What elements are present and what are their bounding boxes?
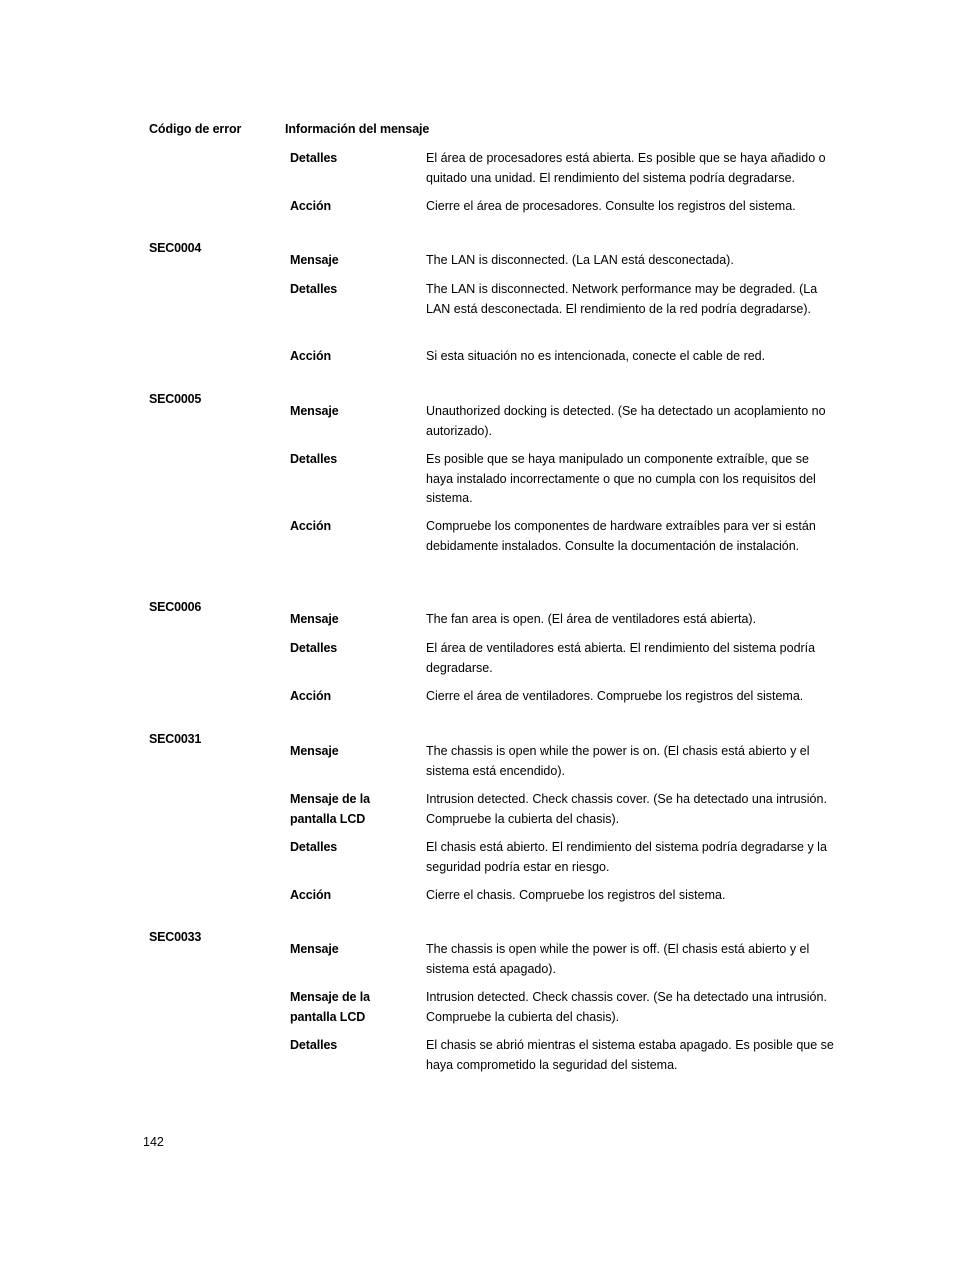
accion-label: Acción [290, 199, 332, 213]
column-header-info: Información del mensaje [285, 122, 430, 136]
mensaje-label: Mensaje [290, 253, 339, 267]
detalles-label: Detalles [290, 452, 338, 466]
detalles-label: Detalles [290, 840, 338, 854]
accion-label: Acción [290, 888, 332, 902]
accion-text: Si esta situación no es intencionada, conecte el cable de red. [426, 349, 766, 363]
accion-text: Cierre el área de procesadores. Consulte los registros del sistema. [426, 199, 796, 213]
accion-text: Cierre el chasis. Compruebe los registros del sistema. [426, 888, 726, 902]
detalles-label: Detalles [290, 641, 338, 655]
detalles-text: El área de procesadores está abierta. Es posible que se haya añadido o quitado una unidad. El rendimiento del sistema podría degradarse. [426, 151, 826, 185]
page-number: 142 [143, 1135, 164, 1149]
mensaje-text: The chassis is open while the power is off. (El chasis está abierto y el sistema está apagado). [426, 942, 810, 976]
lcd-message-text: Intrusion detected. Check chassis cover. (Se ha detectado una intrusión. Compruebe la cubierta del chasis). [426, 990, 827, 1024]
mensaje-text: The chassis is open while the power is on. (El chasis está abierto y el sistema está encendido). [426, 744, 810, 778]
accion-label: Acción [290, 519, 332, 533]
column-header-code: Código de error [149, 122, 242, 136]
accion-label: Acción [290, 689, 332, 703]
mensaje-label: Mensaje [290, 612, 339, 626]
detalles-label: Detalles [290, 151, 338, 165]
lcd-message-label: Mensaje de la pantalla LCD [290, 792, 370, 826]
mensaje-text: The fan area is open. (El área de ventiladores está abierta). [426, 612, 757, 626]
detalles-label: Detalles [290, 1038, 338, 1052]
accion-text: Compruebe los componentes de hardware extraíbles para ver si están debidamente instalados. Consulte la documentación de instalación. [426, 519, 816, 553]
accion-label: Acción [290, 349, 332, 363]
error-code-sec0006: SEC0006 [149, 600, 202, 614]
accion-text: Cierre el área de ventiladores. Compruebe los registros del sistema. [426, 689, 804, 703]
lcd-message-text: Intrusion detected. Check chassis cover. (Se ha detectado una intrusión. Compruebe la cubierta del chasis). [426, 792, 827, 826]
error-code-sec0031: SEC0031 [149, 732, 202, 746]
lcd-message-label: Mensaje de la pantalla LCD [290, 990, 370, 1024]
detalles-text: Es posible que se haya manipulado un componente extraíble, que se haya instalado incorrectamente o que no cumpla con los requisitos del sistema. [426, 452, 816, 505]
detalles-text: El chasis está abierto. El rendimiento del sistema podría degradarse y la seguridad podría estar en riesgo. [426, 840, 827, 874]
detalles-text: El área de ventiladores está abierta. El rendimiento del sistema podría degradarse. [426, 641, 816, 675]
mensaje-text: Unauthorized docking is detected. (Se ha detectado un acoplamiento no autorizado). [426, 404, 826, 438]
mensaje-label: Mensaje [290, 942, 339, 956]
mensaje-label: Mensaje [290, 744, 339, 758]
error-code-sec0033: SEC0033 [149, 930, 202, 944]
detalles-text: El chasis se abrió mientras el sistema estaba apagado. Es posible que se haya comprometido la seguridad del sistema. [426, 1038, 834, 1072]
mensaje-text: The LAN is disconnected. (La LAN está desconectada). [426, 253, 734, 267]
error-code-sec0005: SEC0005 [149, 392, 202, 406]
mensaje-label: Mensaje [290, 404, 339, 418]
detalles-label: Detalles [290, 282, 338, 296]
detalles-text: The LAN is disconnected. Network performance may be degraded. (La LAN está desconectada. El rendimiento de la red podría degradarse). [426, 282, 818, 316]
error-code-sec0004: SEC0004 [149, 241, 202, 255]
